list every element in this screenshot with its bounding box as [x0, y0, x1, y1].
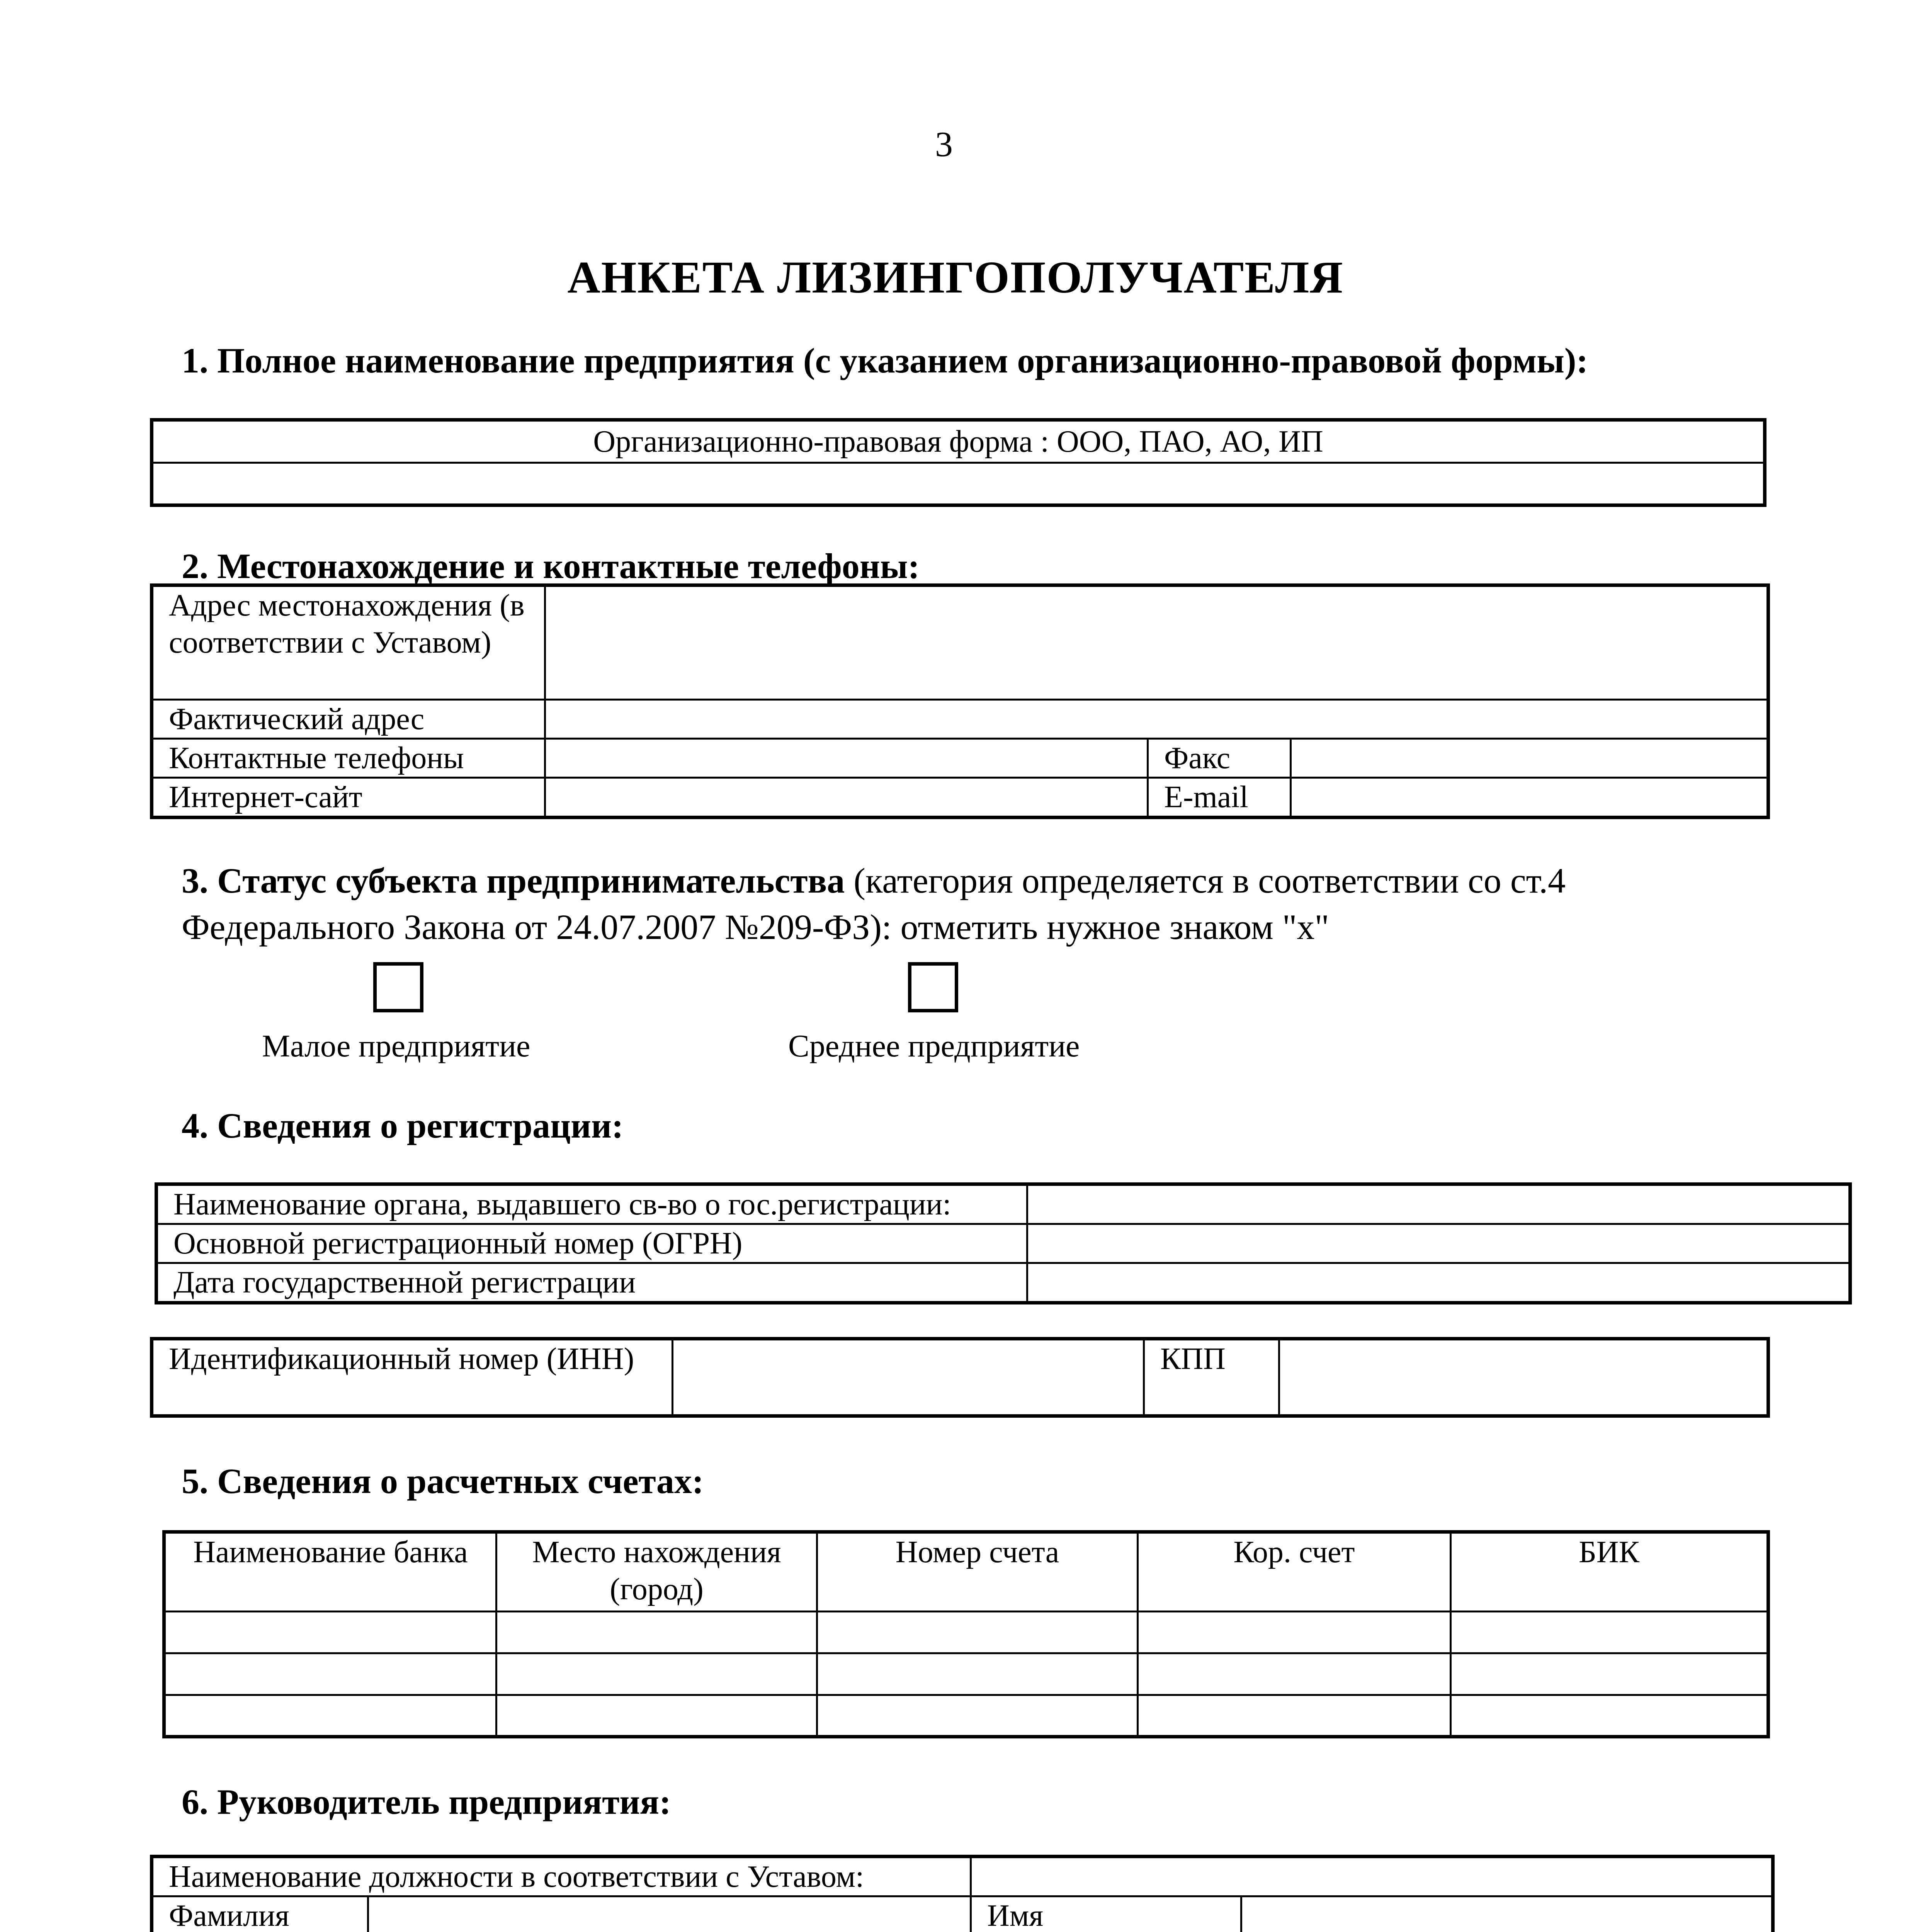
section-3-law: Федерального Закона от 24.07.2007 №209-ФЗ) — [182, 907, 882, 947]
table-cell[interactable] — [164, 1695, 496, 1737]
small-enterprise-label: Малое предприятие — [262, 1028, 530, 1063]
section-5-heading: 5. Сведения о расчетных счетах: — [182, 1461, 704, 1501]
account-number-header: Номер счета — [817, 1532, 1138, 1612]
bank-name-header: Наименование банка — [164, 1532, 496, 1612]
table-cell[interactable] — [1138, 1653, 1451, 1695]
director-surname-label: Фамилия — [152, 1896, 368, 1932]
corr-account-header: Кор. счет — [1138, 1532, 1451, 1612]
kpp-label: КПП — [1144, 1339, 1279, 1416]
inn-kpp-table — [150, 1337, 1770, 1418]
ogrn-field[interactable] — [1027, 1224, 1850, 1263]
table-cell[interactable] — [817, 1695, 1138, 1737]
location-table — [150, 583, 1770, 819]
actual-address-label: Фактический адрес — [152, 700, 545, 739]
table-cell[interactable] — [1451, 1695, 1768, 1737]
kpp-field[interactable] — [1279, 1339, 1768, 1416]
actual-address-field[interactable] — [545, 700, 1768, 739]
section-1-heading: 1. Полное наименование предприятия (с указанием организационно-правовой формы): — [182, 341, 1588, 380]
table-cell[interactable] — [1138, 1695, 1451, 1737]
section-3-heading — [182, 858, 1566, 903]
website-label: Интернет-сайт — [152, 778, 545, 818]
inn-label: Идентификационный номер (ИНН) — [152, 1339, 673, 1416]
company-name-table — [150, 418, 1766, 507]
table-cell[interactable] — [164, 1612, 496, 1653]
section-3-instruction: : отметить нужное знаком "х" — [881, 907, 1329, 947]
inn-field[interactable] — [673, 1339, 1144, 1416]
fax-label: Факс — [1148, 739, 1291, 778]
email-label: E-mail — [1148, 778, 1291, 818]
phones-field[interactable] — [545, 739, 1148, 778]
table-cell[interactable] — [496, 1653, 817, 1695]
registration-date-label: Дата государственной регистрации — [156, 1263, 1027, 1303]
table-cell[interactable] — [817, 1653, 1138, 1695]
bank-accounts-table — [162, 1530, 1770, 1738]
phones-label: Контактные телефоны — [152, 739, 545, 778]
director-table — [150, 1855, 1775, 1932]
table-cell[interactable] — [496, 1695, 817, 1737]
medium-enterprise-label: Среднее предприятие — [788, 1028, 1080, 1063]
registration-org-label: Наименование органа, выдавшего св-во о гос.регистрации: — [156, 1184, 1027, 1224]
legal-address-field[interactable] — [545, 585, 1768, 700]
table-cell[interactable] — [1138, 1612, 1451, 1653]
bik-header: БИК — [1451, 1532, 1768, 1612]
section-3-heading-text: (категория определяется в соответствии со ст.4 — [845, 861, 1566, 900]
table-cell[interactable] — [496, 1612, 817, 1653]
fax-field[interactable] — [1291, 739, 1768, 778]
section-6-heading: 6. Руководитель предприятия: — [182, 1782, 671, 1821]
section-3-line2 — [182, 904, 1329, 950]
director-position-field[interactable] — [971, 1857, 1773, 1896]
table-cell[interactable] — [164, 1653, 496, 1695]
ogrn-label: Основной регистрационный номер (ОГРН) — [156, 1224, 1027, 1263]
table-cell[interactable] — [1451, 1612, 1768, 1653]
small-enterprise-checkbox[interactable] — [373, 962, 423, 1012]
section-2-heading: 2. Местонахождение и контактные телефоны: — [182, 546, 920, 586]
table-cell[interactable] — [817, 1612, 1138, 1653]
director-position-label: Наименование должности в соответствии с Уставом: — [152, 1857, 971, 1896]
table-cell[interactable] — [1451, 1653, 1768, 1695]
director-surname-field[interactable] — [368, 1896, 971, 1932]
email-field[interactable] — [1291, 778, 1768, 818]
legal-address-label: Адрес местонахождения (в соответствии с Уставом) — [152, 585, 545, 700]
legal-form-hint: Организационно-правовая форма : ООО, ПАО, АО, ИП — [152, 420, 1765, 463]
director-name-label: Имя — [971, 1896, 1241, 1932]
website-field[interactable] — [545, 778, 1148, 818]
registration-date-field[interactable] — [1027, 1263, 1850, 1303]
registration-table — [155, 1182, 1852, 1304]
form-title: АНКЕТА ЛИЗИНГОПОЛУЧАТЕЛЯ — [567, 252, 1344, 303]
bank-city-header: Место нахождения (город) — [496, 1532, 817, 1612]
registration-org-field[interactable] — [1027, 1184, 1850, 1224]
page-number: 3 — [935, 124, 953, 164]
section-4-heading: 4. Сведения о регистрации: — [182, 1106, 624, 1145]
company-name-field[interactable] — [152, 463, 1765, 505]
section-3-heading-bold: 3. Статус субъекта предпринимательства — [182, 861, 845, 900]
director-name-field[interactable] — [1241, 1896, 1773, 1932]
medium-enterprise-checkbox[interactable] — [908, 962, 958, 1012]
